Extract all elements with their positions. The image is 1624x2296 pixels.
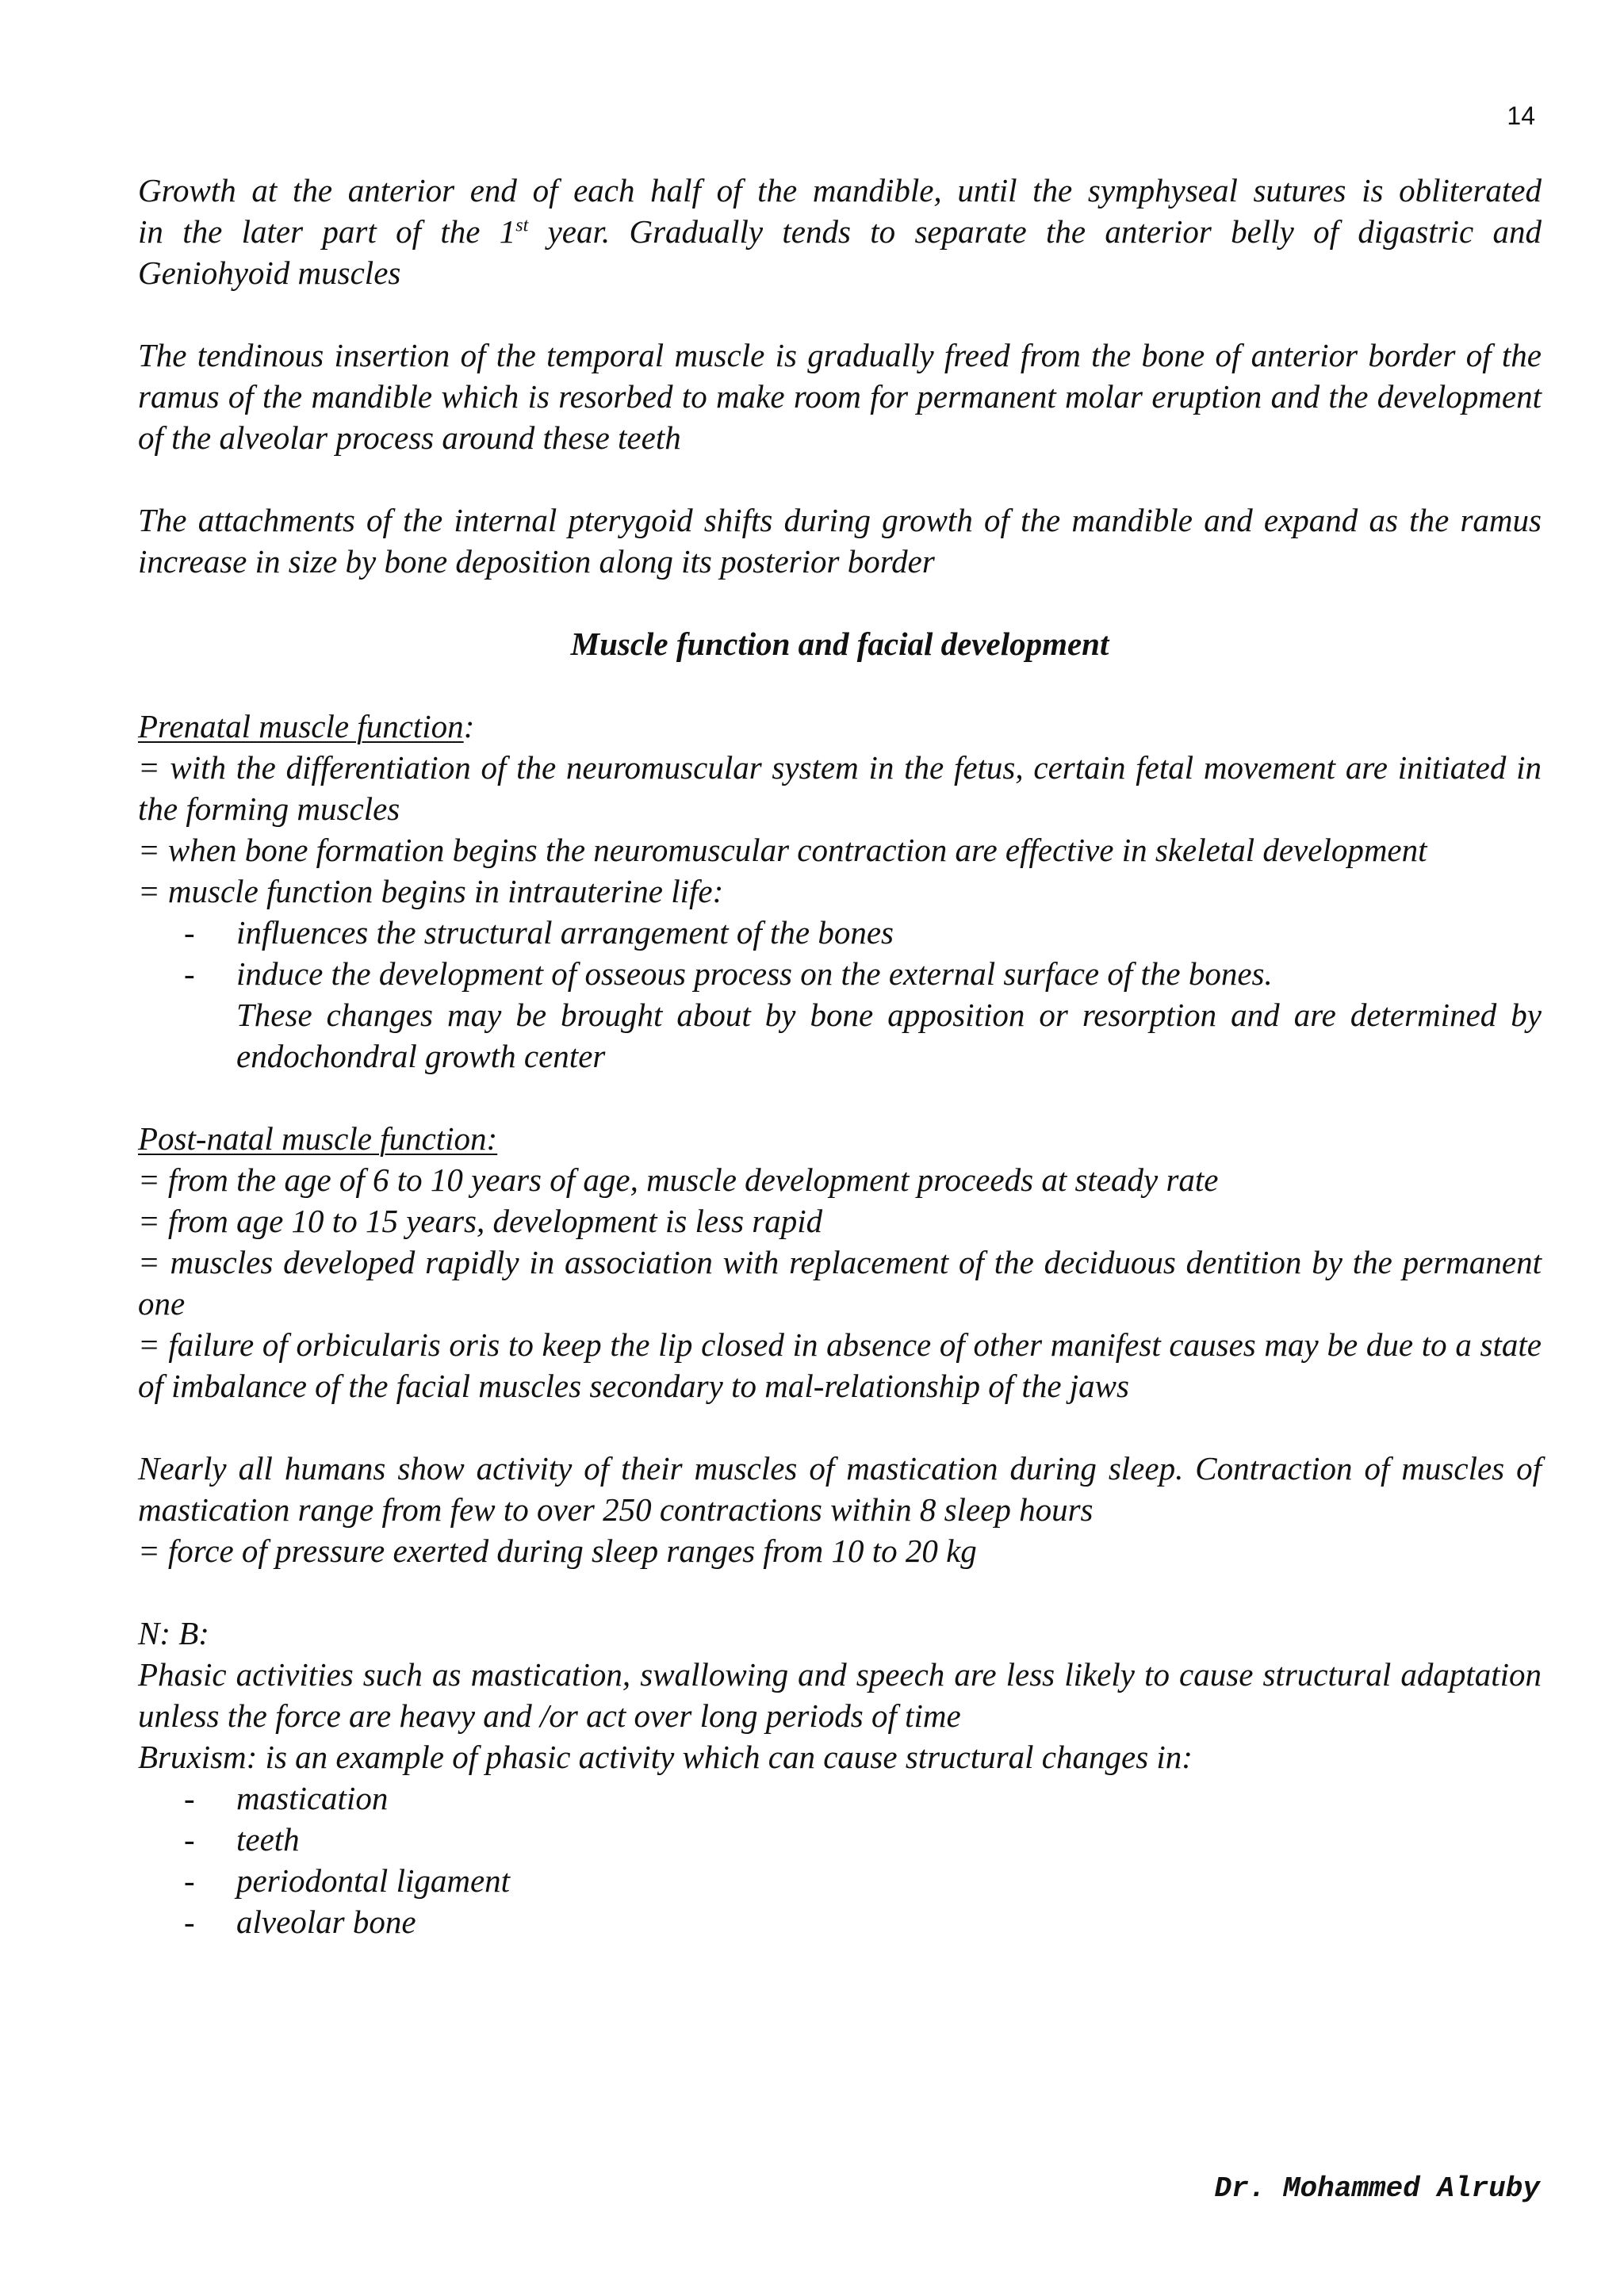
postnatal-title: [138, 1118, 1542, 1159]
section-heading: Muscle function and facial development: [570, 626, 1109, 662]
superscript: st: [515, 215, 529, 236]
bullet-dash: -: [184, 914, 195, 951]
bullet-continuation: These changes may be brought about by bone apposition or resorption and are determined by endochondral growth center: [236, 997, 1542, 1074]
prenatal-title: [138, 706, 1542, 747]
bullet-dash: -: [184, 1904, 195, 1940]
sleep-force-line: = force of pressure exerted during sleep ranges from 10 to 20 kg: [138, 1533, 977, 1569]
nb-section: [138, 1613, 1542, 1942]
postnatal-title-text: Post-natal muscle function:: [138, 1120, 498, 1157]
list-item: [138, 953, 1542, 994]
paragraph-internal-pterygoid: The attachments of the internal pterygoid shifts during growth of the mandible and expand as the ramus increase in size by bone deposition along its posterior border: [138, 502, 1542, 580]
prenatal-line: = when bone formation begins the neuromuscular contraction are effective in skeletal development: [138, 832, 1427, 868]
bullet-dash: -: [184, 1821, 195, 1858]
list-item-text: influences the structural arrangement of the bones: [236, 914, 894, 951]
postnatal-section: [138, 1118, 1542, 1406]
nb-paragraph: Phasic activities such as mastication, swallowing and speech are less likely to cause structural adaptation unless the force are heavy and /or act over long periods of time: [138, 1656, 1542, 1734]
list-item: [138, 912, 1542, 953]
paragraph-growth: [138, 170, 1542, 293]
list-item-text: induce the development of osseous process on the external surface of the bones.: [236, 955, 1273, 992]
list-item-text: mastication: [236, 1780, 389, 1816]
paragraph-line: [138, 211, 1542, 252]
list-item-text: teeth: [236, 1821, 300, 1858]
prenatal-title-colon: :: [463, 708, 475, 744]
prenatal-line: = with the differentiation of the neuromuscular system in the fetus, certain fetal movement are initiated in the forming muscles: [138, 749, 1542, 827]
bullet-dash: -: [184, 1780, 195, 1816]
postnatal-line: = from the age of 6 to 10 years of age, muscle development proceeds at steady rate: [138, 1161, 1219, 1198]
list-item: [138, 1819, 1542, 1860]
list-item-text: alveolar bone: [236, 1904, 416, 1940]
list-item: [138, 1901, 1542, 1942]
paragraph-line: Geniohyoid muscles: [138, 254, 401, 291]
list-item: [138, 1777, 1542, 1819]
sleep-paragraph: Nearly all humans show activity of their muscles of mastication during sleep. Contraction of muscles of mastication range from few to over 250 contractions within 8 sleep hours: [138, 1450, 1542, 1528]
bullet-dash: -: [184, 955, 195, 992]
paragraph-line: Growth at the anterior end of each half of the mandible, until the symphyseal sutures is obliterated: [138, 172, 1542, 209]
author-footer: Dr. Mohammed Alruby: [1214, 2172, 1540, 2205]
text-run: in the later part of the 1: [138, 213, 516, 250]
postnatal-line: = muscles developed rapidly in association with replacement of the deciduous dentition by the permanent one: [138, 1244, 1542, 1322]
prenatal-bullet-list: [138, 912, 1542, 994]
text-run: year. Gradually tends to separate the anterior belly of digastric and: [528, 213, 1542, 250]
paragraph-temporal-muscle: The tendinous insertion of the temporal muscle is gradually freed from the bone of anterior border of the ramus of the mandible which is resorbed to make room for permanent molar eruption and the development of the alveolar process around these teeth: [138, 337, 1542, 456]
document-body: [138, 170, 1542, 1984]
postnatal-line: = from age 10 to 15 years, development is less rapid: [138, 1203, 823, 1239]
page-number: 14: [1507, 101, 1535, 130]
bullet-dash: -: [184, 1862, 195, 1899]
prenatal-title-text: Prenatal muscle function: [138, 708, 464, 744]
list-item: [138, 1860, 1542, 1901]
prenatal-section: [138, 706, 1542, 1077]
sleep-section: [138, 1448, 1542, 1571]
bruxism-bullet-list: [138, 1777, 1542, 1942]
postnatal-line: = failure of orbicularis oris to keep the lip closed in absence of other manifest causes may be due to a state of imbalance of the facial muscles secondary to mal-relationship of the jaws: [138, 1326, 1542, 1404]
list-item-text: periodontal ligament: [236, 1862, 511, 1899]
bruxism-line: Bruxism: is an example of phasic activity which can cause structural changes in:: [138, 1739, 1193, 1775]
prenatal-line: = muscle function begins in intrauterine life:: [138, 873, 724, 909]
nb-label: N: B:: [138, 1615, 209, 1651]
